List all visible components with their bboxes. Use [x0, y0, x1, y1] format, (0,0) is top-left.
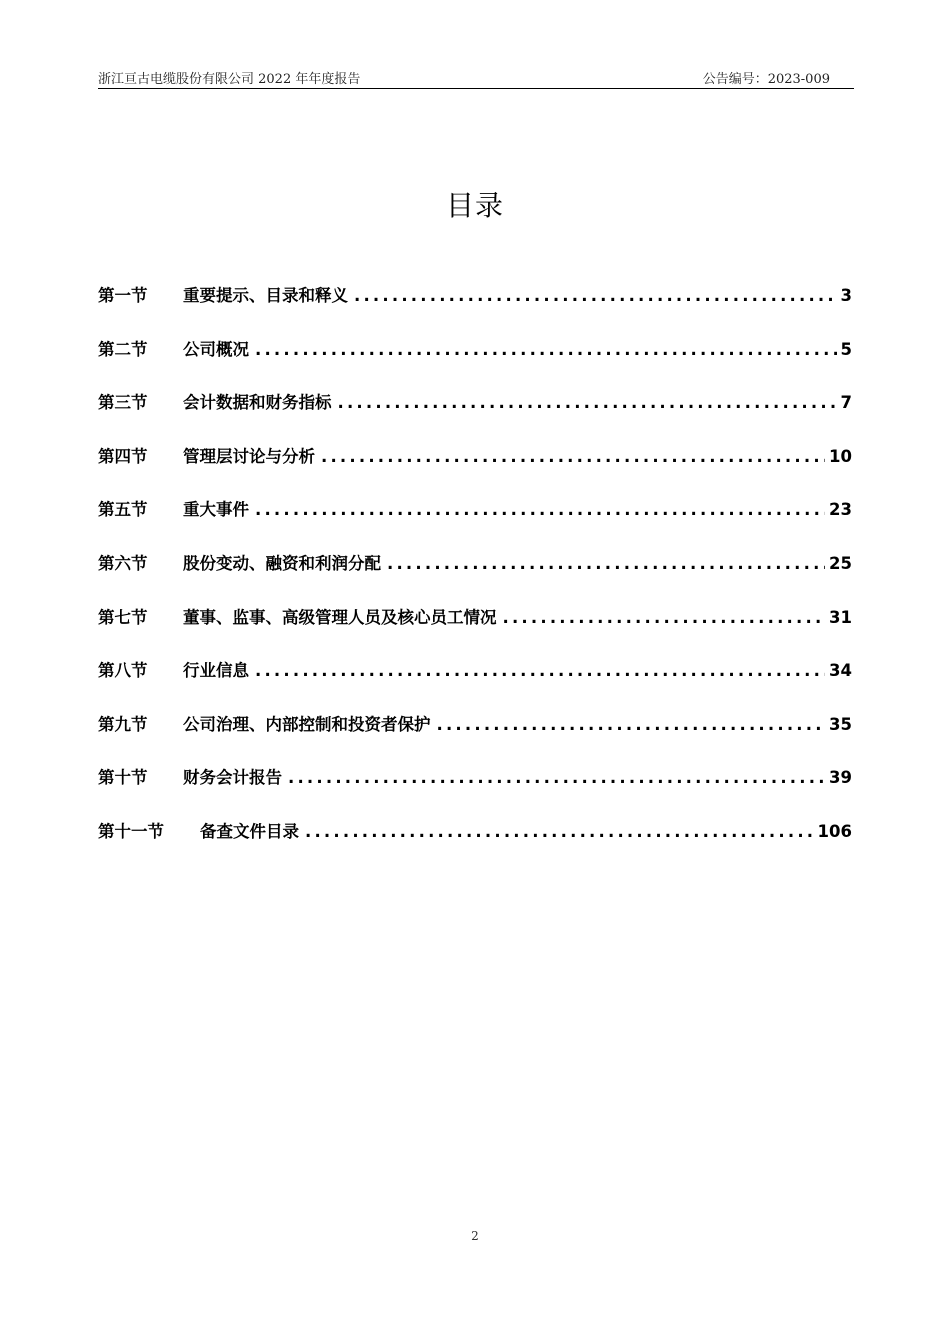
toc-section-number: 第三节 — [98, 393, 148, 413]
toc-leader-dots — [387, 554, 825, 573]
toc-page-number: 5 — [840, 339, 852, 359]
toc-section-name: 行业信息 — [183, 661, 249, 681]
toc-page-number: 10 — [829, 446, 852, 466]
toc-entry[interactable] — [98, 818, 852, 872]
toc-section-number: 第八节 — [98, 661, 148, 681]
toc-entry[interactable] — [98, 389, 852, 443]
toc-page-number: 31 — [829, 607, 852, 627]
page-footer-number: 2 — [471, 1229, 479, 1243]
toc-page-number: 25 — [829, 553, 852, 573]
toc-entry[interactable] — [98, 604, 852, 658]
toc-section-name: 备查文件目录 — [200, 821, 299, 841]
toc-entry[interactable] — [98, 443, 852, 497]
toc-entry[interactable] — [98, 336, 852, 390]
toc-section-name: 重大事件 — [183, 500, 249, 520]
toc-section-name: 股份变动、融资和利润分配 — [183, 553, 381, 573]
toc-entry[interactable] — [98, 764, 852, 818]
toc-page-number: 23 — [829, 500, 852, 520]
toc-section-name: 公司治理、内部控制和投资者保护 — [183, 714, 431, 734]
toc-section-number: 第九节 — [98, 714, 148, 734]
toc-leader-dots — [354, 286, 837, 305]
toc-leader-dots — [255, 500, 825, 519]
page-header — [98, 66, 854, 89]
toc-section-name: 会计数据和财务指标 — [183, 393, 332, 413]
toc-leader-dots — [437, 715, 826, 734]
toc-section-number: 第一节 — [98, 286, 148, 305]
toc-section-number: 第七节 — [98, 607, 148, 627]
toc-section-number: 第六节 — [98, 553, 148, 573]
toc-entry[interactable] — [98, 711, 852, 765]
toc-entry[interactable] — [98, 282, 852, 336]
toc-page-number: 3 — [840, 286, 852, 305]
toc-section-name: 管理层讨论与分析 — [183, 446, 315, 466]
toc-leader-dots — [305, 822, 814, 841]
table-of-contents — [98, 282, 852, 872]
toc-page-number: 7 — [840, 393, 852, 413]
toc-section-number: 第五节 — [98, 500, 148, 520]
toc-section-number: 第二节 — [98, 339, 148, 359]
toc-entry[interactable] — [98, 657, 852, 711]
toc-entry[interactable] — [98, 550, 852, 604]
toc-leader-dots — [255, 340, 837, 359]
toc-section-name: 财务会计报告 — [183, 768, 282, 788]
toc-leader-dots — [288, 768, 825, 787]
toc-section-name: 公司概况 — [183, 339, 249, 359]
page-title: 目录 — [445, 189, 504, 222]
toc-section-number: 第四节 — [98, 446, 148, 466]
toc-section-name: 重要提示、目录和释义 — [183, 286, 348, 305]
toc-page-number: 106 — [817, 821, 852, 841]
toc-leader-dots — [321, 447, 825, 466]
header-company-report: 浙江亘古电缆股份有限公司 2022 年年度报告 — [98, 72, 361, 87]
toc-leader-dots — [503, 608, 826, 627]
toc-section-number: 第十一节 — [98, 821, 164, 841]
toc-section-number: 第十节 — [98, 768, 148, 788]
toc-section-name: 董事、监事、高级管理人员及核心员工情况 — [183, 607, 497, 627]
toc-leader-dots — [255, 661, 825, 680]
toc-page-number: 34 — [829, 661, 852, 681]
toc-entry[interactable] — [98, 496, 852, 550]
toc-page-number: 35 — [829, 714, 852, 734]
toc-page-number: 39 — [829, 768, 852, 788]
header-announcement-number: 公告编号：2023-009 — [702, 72, 830, 87]
toc-leader-dots — [338, 393, 837, 412]
